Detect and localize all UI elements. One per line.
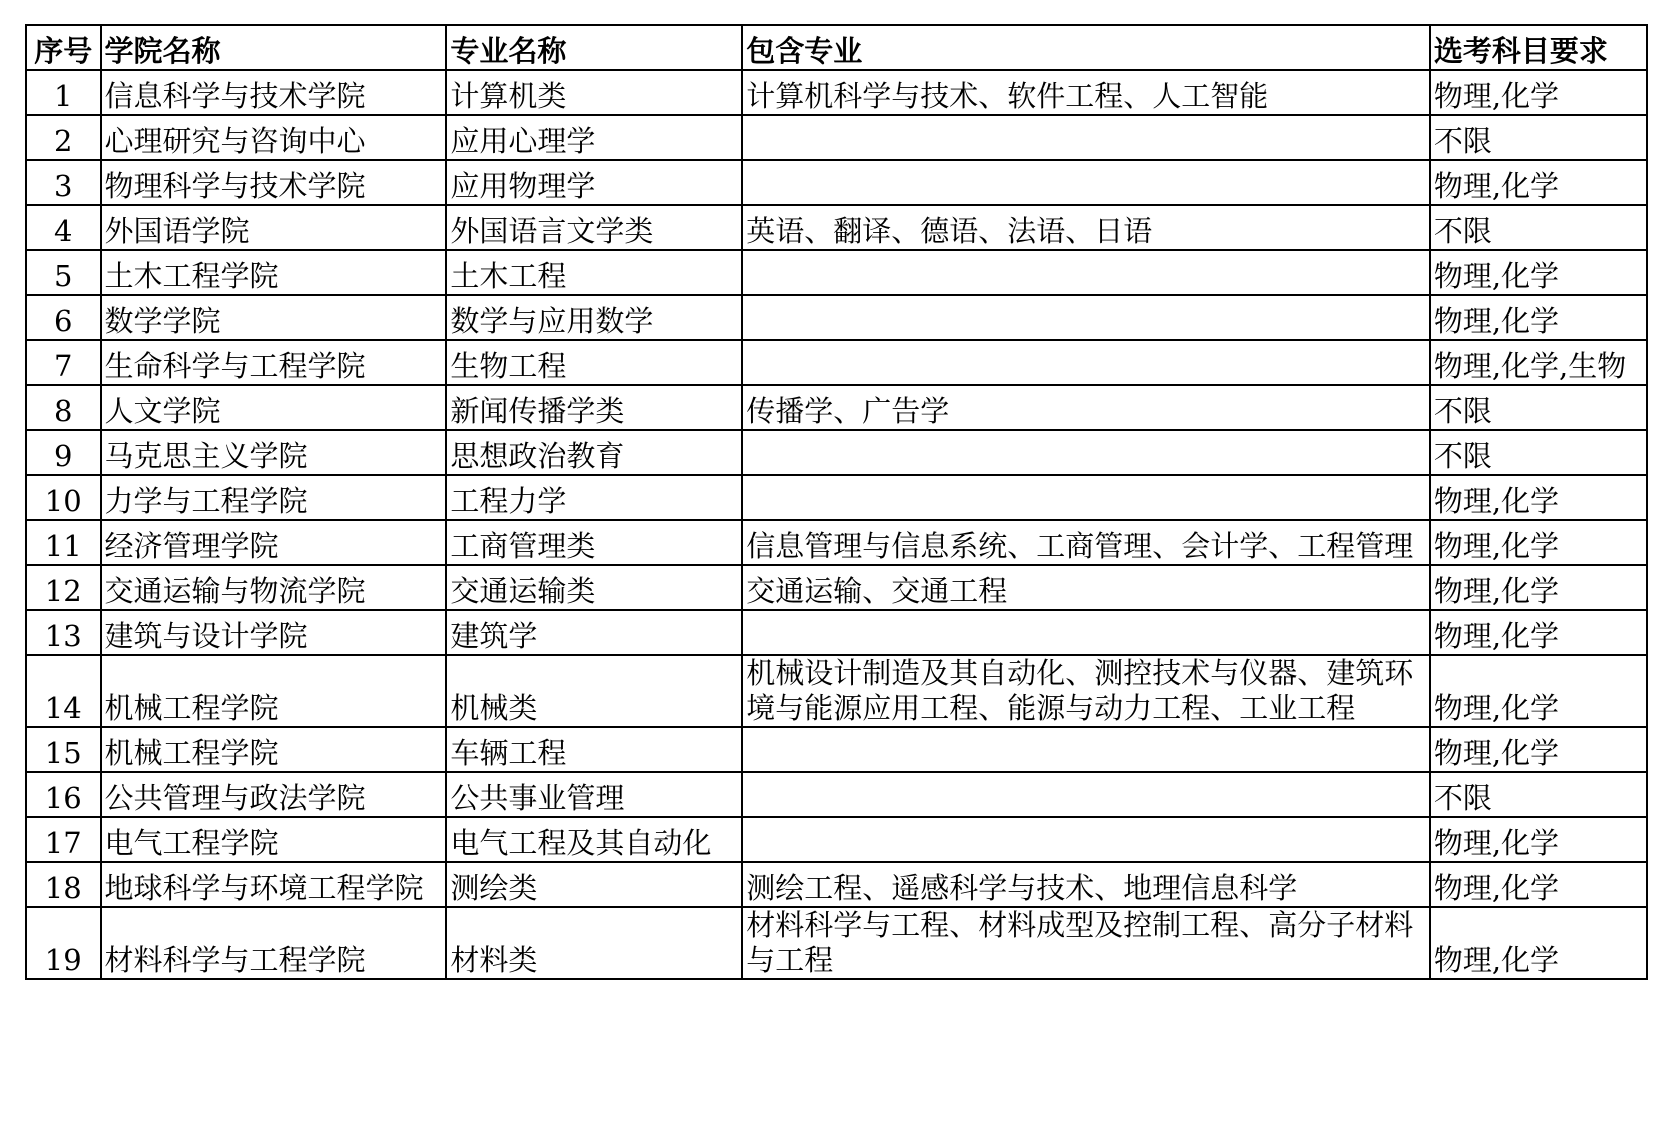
row-index: 4 [26, 205, 101, 250]
row-includes: 材料科学与工程、材料成型及控制工程、高分子材料与工程 [742, 907, 1430, 979]
table-row [26, 727, 1647, 772]
row-subjects: 不限 [1430, 115, 1647, 160]
row-college: 人文学院 [101, 385, 447, 430]
row-major: 测绘类 [446, 862, 742, 907]
row-index: 19 [26, 907, 101, 979]
row-includes [742, 817, 1430, 862]
row-subjects: 物理,化学 [1430, 610, 1647, 655]
row-subjects: 物理,化学 [1430, 250, 1647, 295]
row-major: 数学与应用数学 [446, 295, 742, 340]
row-major: 车辆工程 [446, 727, 742, 772]
row-major: 土木工程 [446, 250, 742, 295]
row-subjects: 物理,化学 [1430, 817, 1647, 862]
table-row [26, 772, 1647, 817]
row-major: 公共事业管理 [446, 772, 742, 817]
row-index: 8 [26, 385, 101, 430]
table-row [26, 862, 1647, 907]
row-college: 地球科学与环境工程学院 [101, 862, 447, 907]
row-major: 应用心理学 [446, 115, 742, 160]
row-college: 交通运输与物流学院 [101, 565, 447, 610]
row-includes [742, 772, 1430, 817]
row-includes: 传播学、广告学 [742, 385, 1430, 430]
row-index: 12 [26, 565, 101, 610]
row-subjects: 不限 [1430, 205, 1647, 250]
row-index: 16 [26, 772, 101, 817]
table-row [26, 340, 1647, 385]
row-includes [742, 475, 1430, 520]
row-subjects: 物理,化学 [1430, 727, 1647, 772]
row-index: 6 [26, 295, 101, 340]
row-index: 11 [26, 520, 101, 565]
majors-table [25, 24, 1648, 980]
row-college: 生命科学与工程学院 [101, 340, 447, 385]
row-index: 2 [26, 115, 101, 160]
row-index: 13 [26, 610, 101, 655]
table-row [26, 655, 1647, 727]
row-major: 外国语言文学类 [446, 205, 742, 250]
row-college: 信息科学与技术学院 [101, 70, 447, 115]
row-index: 15 [26, 727, 101, 772]
header-major: 专业名称 [446, 25, 742, 70]
row-includes [742, 160, 1430, 205]
row-major: 应用物理学 [446, 160, 742, 205]
row-college: 马克思主义学院 [101, 430, 447, 475]
row-subjects: 物理,化学,生物 [1430, 340, 1647, 385]
row-subjects: 物理,化学 [1430, 907, 1647, 979]
row-college: 物理科学与技术学院 [101, 160, 447, 205]
table-row [26, 475, 1647, 520]
row-college: 数学学院 [101, 295, 447, 340]
row-includes [742, 430, 1430, 475]
table-row [26, 160, 1647, 205]
row-major: 交通运输类 [446, 565, 742, 610]
row-includes [742, 250, 1430, 295]
row-subjects: 物理,化学 [1430, 70, 1647, 115]
row-includes: 交通运输、交通工程 [742, 565, 1430, 610]
table-row [26, 430, 1647, 475]
row-includes: 英语、翻译、德语、法语、日语 [742, 205, 1430, 250]
row-major: 工商管理类 [446, 520, 742, 565]
row-index: 7 [26, 340, 101, 385]
row-subjects: 不限 [1430, 430, 1647, 475]
row-college: 建筑与设计学院 [101, 610, 447, 655]
row-index: 9 [26, 430, 101, 475]
row-subjects: 不限 [1430, 385, 1647, 430]
row-college: 外国语学院 [101, 205, 447, 250]
row-college: 土木工程学院 [101, 250, 447, 295]
row-includes [742, 610, 1430, 655]
header-subjects: 选考科目要求 [1430, 25, 1647, 70]
row-subjects: 物理,化学 [1430, 565, 1647, 610]
row-major: 电气工程及其自动化 [446, 817, 742, 862]
row-includes [742, 727, 1430, 772]
row-subjects: 物理,化学 [1430, 862, 1647, 907]
table-row [26, 610, 1647, 655]
row-college: 力学与工程学院 [101, 475, 447, 520]
table-row [26, 565, 1647, 610]
row-college: 心理研究与咨询中心 [101, 115, 447, 160]
row-index: 5 [26, 250, 101, 295]
header-includes: 包含专业 [742, 25, 1430, 70]
row-major: 机械类 [446, 655, 742, 727]
table-row [26, 250, 1647, 295]
table-row [26, 817, 1647, 862]
row-college: 机械工程学院 [101, 727, 447, 772]
row-major: 计算机类 [446, 70, 742, 115]
row-subjects: 不限 [1430, 772, 1647, 817]
row-college: 机械工程学院 [101, 655, 447, 727]
row-major: 材料类 [446, 907, 742, 979]
header-index: 序号 [26, 25, 101, 70]
row-major: 生物工程 [446, 340, 742, 385]
row-subjects: 物理,化学 [1430, 475, 1647, 520]
row-index: 10 [26, 475, 101, 520]
table-row [26, 907, 1647, 979]
row-includes: 信息管理与信息系统、工商管理、会计学、工程管理 [742, 520, 1430, 565]
row-index: 1 [26, 70, 101, 115]
row-index: 17 [26, 817, 101, 862]
row-subjects: 物理,化学 [1430, 655, 1647, 727]
row-major: 工程力学 [446, 475, 742, 520]
row-college: 材料科学与工程学院 [101, 907, 447, 979]
header-college: 学院名称 [101, 25, 447, 70]
table-row [26, 520, 1647, 565]
row-includes: 机械设计制造及其自动化、测控技术与仪器、建筑环境与能源应用工程、能源与动力工程、工业工程 [742, 655, 1430, 727]
row-subjects: 物理,化学 [1430, 295, 1647, 340]
header-row [26, 25, 1647, 70]
table-row [26, 70, 1647, 115]
row-major: 建筑学 [446, 610, 742, 655]
row-index: 18 [26, 862, 101, 907]
row-includes: 测绘工程、遥感科学与技术、地理信息科学 [742, 862, 1430, 907]
table-row [26, 295, 1647, 340]
row-includes [742, 295, 1430, 340]
table-row [26, 115, 1647, 160]
row-index: 3 [26, 160, 101, 205]
row-includes: 计算机科学与技术、软件工程、人工智能 [742, 70, 1430, 115]
row-includes [742, 340, 1430, 385]
row-index: 14 [26, 655, 101, 727]
table-row [26, 205, 1647, 250]
row-subjects: 物理,化学 [1430, 160, 1647, 205]
row-includes [742, 115, 1430, 160]
row-subjects: 物理,化学 [1430, 520, 1647, 565]
table-row [26, 385, 1647, 430]
row-college: 公共管理与政法学院 [101, 772, 447, 817]
row-college: 电气工程学院 [101, 817, 447, 862]
row-college: 经济管理学院 [101, 520, 447, 565]
row-major: 新闻传播学类 [446, 385, 742, 430]
row-major: 思想政治教育 [446, 430, 742, 475]
